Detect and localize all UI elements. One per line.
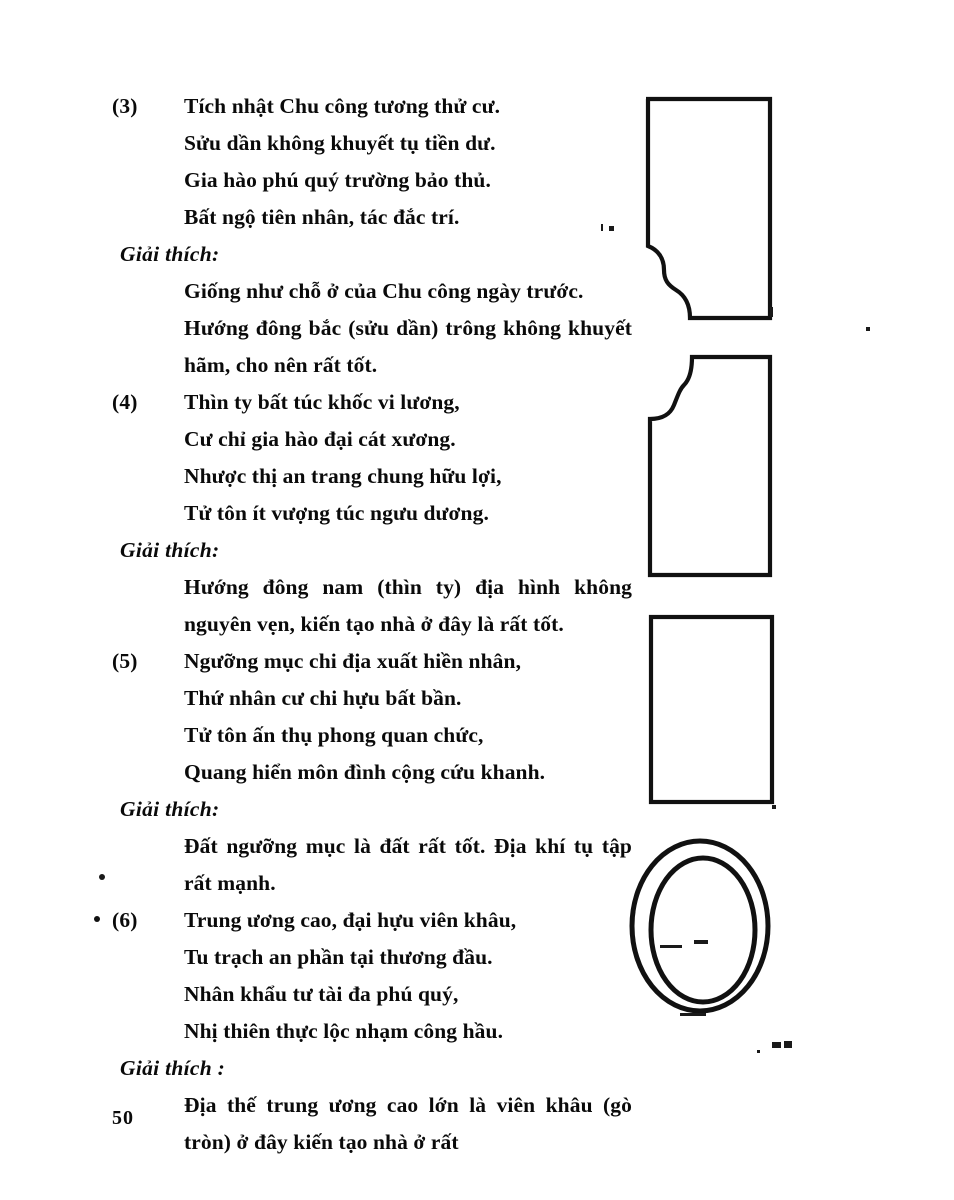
stanza-4 (112, 384, 632, 532)
gloss-paragraph: Đất ngưỡng mục là đất rất tốt. Địa khí tụ tập rất mạnh. (184, 834, 632, 895)
text-column (112, 88, 632, 1161)
verse-line: Nhị thiên thực lộc nhạm công hầu. (184, 1019, 504, 1043)
verse-line: Sửu dần không khuyết tụ tiền dư. (184, 131, 496, 155)
scan-speck (772, 1042, 781, 1048)
verse-line: Tử tôn ấn thụ phong quan chức, (184, 723, 484, 747)
verse-line: Tích nhật Chu công tương thử cư. (184, 94, 501, 118)
verse-line: Tử tôn ít vượng túc ngưu dương. (184, 501, 489, 525)
stanza-number: (6) (112, 908, 138, 932)
gloss-paragraph: Hướng đông nam (thìn ty) địa hình không nguyên vẹn, kiến tạo nhà ở đây là rất tốt. (184, 575, 632, 636)
verse-line: Quang hiển môn đình cộng cứu khanh. (184, 760, 546, 784)
verse-line: Ngưỡng mục chi địa xuất hiền nhân, (184, 649, 522, 673)
verse-line: Tu trạch an phần tại thương đầu. (184, 945, 493, 969)
stanza-6 (112, 902, 632, 1050)
verse-line: Bất ngộ tiên nhân, tác đắc trí. (184, 205, 460, 229)
figure-northeast-plot (636, 90, 784, 330)
scan-speck (680, 1013, 706, 1016)
gloss-6 (112, 1050, 632, 1161)
verse-line: Nhân khẩu tư tài đa phú quý, (184, 982, 459, 1006)
margin-dot-icon (94, 916, 100, 922)
stanza-number: (5) (112, 649, 138, 673)
gloss-heading: Giải thích: (120, 538, 220, 562)
verse-line: Nhược thị an trang chung hữu lợi, (184, 464, 502, 488)
gloss-heading: Giải thích: (120, 242, 220, 266)
gloss-5 (112, 791, 632, 902)
stanza-5 (112, 643, 632, 791)
gloss-paragraph: Giống như chỗ ở của Chu công ngày trước. (184, 279, 584, 303)
gloss-paragraph: Địa thế trung ương cao lớn là viên khâu (gò tròn) ở đây kiến tạo nhà ở rất (184, 1093, 632, 1154)
stanza-lines (184, 643, 632, 791)
scan-speck (772, 805, 776, 809)
stanza-lines (184, 384, 632, 532)
verse-line: Thứ nhân cư chi hựu bất bần. (184, 686, 462, 710)
scan-speck (784, 1041, 792, 1048)
figure-round-mound (624, 834, 784, 1026)
stanza-lines (184, 902, 632, 1050)
figure-full-rectangle-plot (642, 608, 784, 813)
stanza-number: (4) (112, 390, 138, 414)
scan-speck (601, 224, 603, 231)
verse-line: Cư chỉ gia hào đại cát xương. (184, 427, 456, 451)
verse-line: Thìn ty bất túc khốc vi lương, (184, 390, 460, 414)
gloss-4 (112, 532, 632, 643)
scan-speck (694, 940, 708, 944)
scan-speck (757, 1050, 760, 1053)
verse-line: Trung ương cao, đại hựu viên khâu, (184, 908, 517, 932)
gloss-heading: Giải thích : (120, 1056, 226, 1080)
stanza-lines (184, 88, 632, 236)
gloss-3 (112, 236, 632, 384)
stanza-3 (112, 88, 632, 236)
gloss-paragraph: Hướng đông bắc (sửu dần) trông không khuyết hãm, cho nên rất tốt. (184, 316, 632, 377)
scan-speck (770, 307, 773, 317)
scan-speck (866, 327, 870, 331)
stanza-number: (3) (112, 94, 138, 118)
gloss-heading: Giải thích: (120, 797, 220, 821)
scan-speck (99, 874, 105, 880)
verse-line: Gia hào phú quý trường bảo thủ. (184, 168, 491, 192)
figure-southeast-plot (636, 345, 784, 585)
page-number: 50 (112, 1107, 134, 1129)
scan-speck (660, 945, 682, 948)
scan-speck (609, 226, 614, 231)
